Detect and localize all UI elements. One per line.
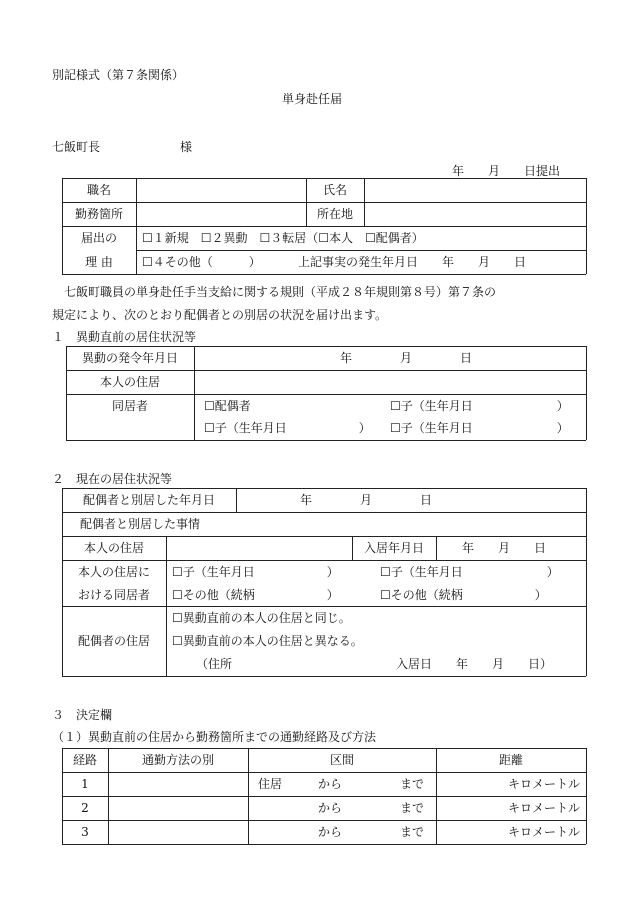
section-from: から: [318, 801, 343, 815]
spouse-move-in-date[interactable]: 入居日 年 月 日）: [396, 657, 553, 671]
page-title: 単身赴任届: [282, 92, 343, 106]
commute-method-field[interactable]: [109, 773, 247, 795]
separation-reason-field[interactable]: [237, 513, 585, 535]
commute-method-field[interactable]: [109, 797, 247, 819]
move-in-date-value[interactable]: 年 月 日: [462, 541, 547, 555]
address-field[interactable]: [365, 203, 585, 225]
prev-cohabitant-label: 同居者: [111, 399, 148, 413]
current-residence-field[interactable]: [167, 537, 351, 559]
section-from: から: [318, 777, 343, 791]
prev-cohab-spouse-checkbox[interactable]: ☐配偶者: [204, 399, 251, 413]
order-date-value[interactable]: 年 月 日: [340, 351, 473, 365]
current-cohab-child-1[interactable]: ☐子（生年月日 ）: [172, 565, 339, 579]
workplace-label: 勤務箇所: [74, 207, 123, 221]
section3-subheading: （１）異動直前の住居から勤務箇所までの通勤経路及び方法: [52, 730, 377, 744]
section2-heading: ２ 現在の居住状況等: [52, 472, 173, 486]
spouse-residence-label: 配偶者の住居: [77, 634, 150, 648]
order-date-label: 異動の発令年月日: [81, 351, 178, 365]
spouse-residence-different[interactable]: ☐異動直前の本人の住居と異なる。: [172, 634, 363, 648]
job-title-field[interactable]: [137, 179, 305, 201]
reason-label-1: 届出の: [80, 231, 117, 245]
table-row-no: 1: [81, 777, 89, 791]
section1-heading: １ 異動直前の居住状況等: [52, 330, 197, 344]
prev-cohab-child-c[interactable]: ☐子（生年月日 ）: [390, 421, 569, 435]
job-title-label: 職名: [86, 183, 111, 197]
addressee: 七飯町長: [52, 140, 101, 154]
section3-heading: ３ 決定欄: [52, 708, 113, 722]
section-to: まで: [400, 825, 425, 839]
current-cohab-label-1: 本人の住居に: [77, 565, 150, 579]
current-cohab-other-1[interactable]: ☐その他（続柄 ）: [172, 588, 339, 602]
section-from: から: [318, 825, 343, 839]
intro-line-1: 七飯町職員の単身赴任手当支給に関する規則（平成２８年規則第８号）第７条の: [64, 285, 497, 299]
col-commute-method: 通勤方法の別: [141, 753, 214, 767]
commute-method-field[interactable]: [109, 821, 247, 843]
distance-unit: キロメートル: [507, 825, 580, 839]
current-cohab-child-2[interactable]: ☐子（生年月日 ）: [380, 565, 559, 579]
workplace-field[interactable]: [137, 203, 305, 225]
separation-date-value[interactable]: 年 月 日: [300, 493, 433, 507]
col-distance: 距離: [498, 753, 523, 767]
current-cohab-other-2[interactable]: ☐その他（続柄 ）: [380, 588, 547, 602]
table-row-no: 3: [81, 825, 89, 839]
name-label: 氏名: [322, 183, 347, 197]
spouse-residence-same[interactable]: ☐異動直前の本人の住居と同じ。: [172, 611, 351, 625]
col-route: 経路: [72, 753, 97, 767]
current-cohab-label-2: おける同居者: [77, 588, 150, 602]
separation-date-label: 配偶者と別居した年月日: [82, 493, 215, 507]
submission-date: 年 月 日提出: [452, 164, 561, 178]
spouse-address[interactable]: （住所: [196, 657, 233, 671]
table-row-no: 2: [81, 801, 89, 815]
addressee-honorific: 様: [180, 140, 193, 154]
distance-unit: キロメートル: [507, 777, 580, 791]
prev-residence-field[interactable]: [195, 371, 585, 393]
reason-event-date: 上記事実の発生年月日 年 月 日: [298, 255, 527, 269]
prev-cohab-child-a[interactable]: ☐子（生年月日 ）: [390, 399, 569, 413]
reason-label-2: 理 由: [85, 255, 113, 269]
move-in-date-label: 入居年月日: [363, 541, 424, 555]
prev-cohab-child-b[interactable]: ☐子（生年月日 ）: [204, 421, 371, 435]
address-label: 所在地: [316, 207, 353, 221]
form-reference: 別記様式（第７条関係）: [52, 68, 185, 82]
section-start: 住居: [258, 777, 283, 791]
reason-options[interactable]: ☐１新規 ☐２異動 ☐３転居（☐本人 ☐配偶者）: [142, 231, 424, 245]
section-to: まで: [400, 777, 425, 791]
reason-option-other[interactable]: ☐４その他（ ）: [142, 255, 261, 269]
col-section: 区間: [329, 753, 354, 767]
intro-line-2: 規定により、次のとおり配偶者との別居の状況を届け出ます。: [52, 308, 388, 322]
prev-residence-label: 本人の住居: [99, 375, 160, 389]
current-residence-label: 本人の住居: [83, 541, 144, 555]
section-to: まで: [400, 801, 425, 815]
separation-reason-label: 配偶者と別居した事情: [80, 517, 201, 531]
distance-unit: キロメートル: [507, 801, 580, 815]
name-field[interactable]: [365, 179, 585, 201]
